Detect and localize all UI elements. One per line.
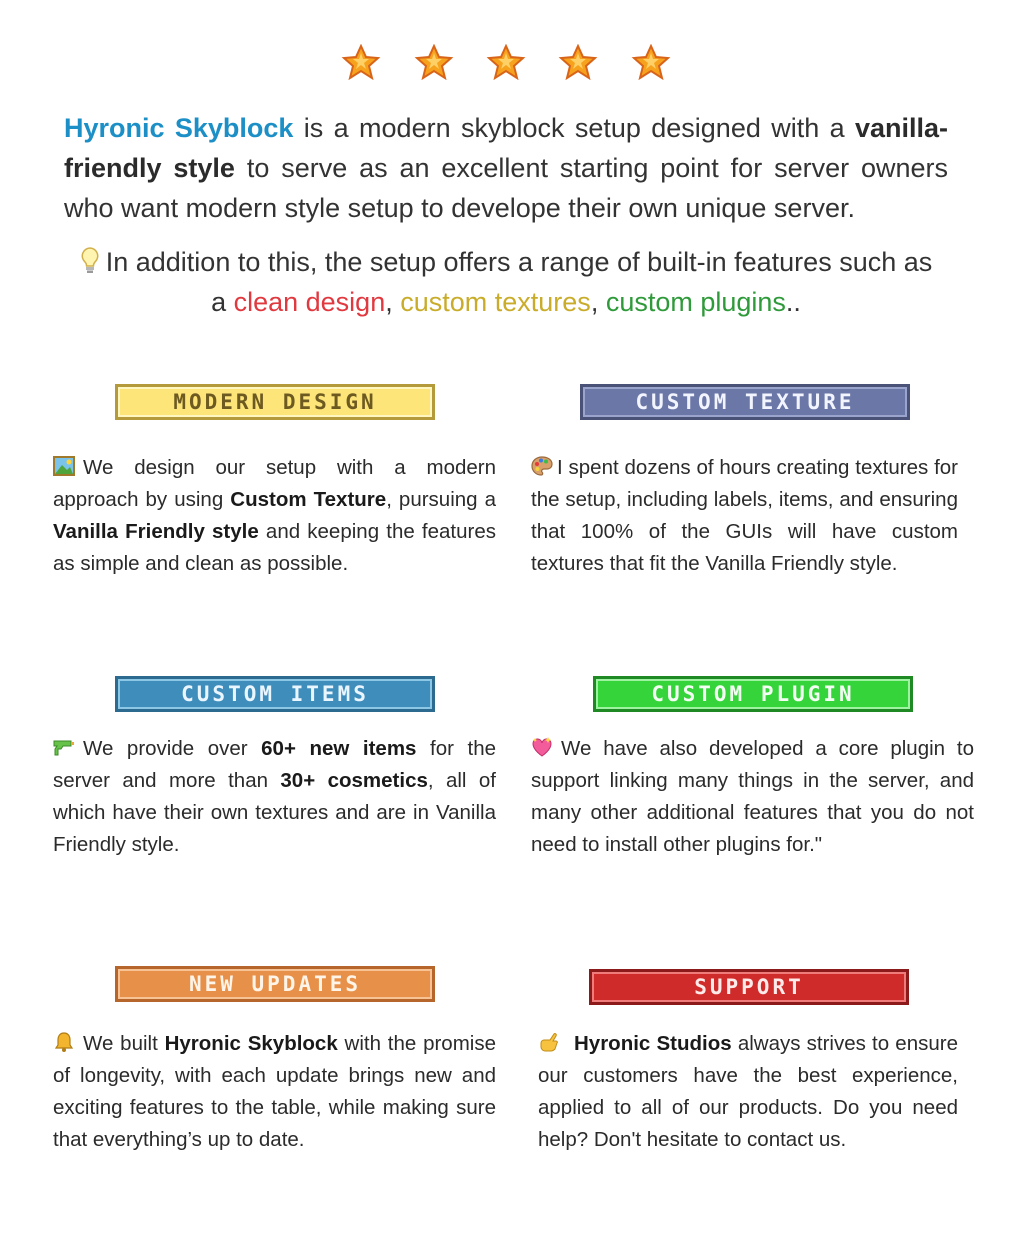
- badge-custom-texture: CUSTOM TEXTURE: [580, 384, 910, 420]
- star-icon: [631, 44, 671, 80]
- support-text: Hyronic Studios always strives to ensure our customers have the best experience, applied to all of our products. Do you need help? Don't hesitate to contact us.: [538, 1032, 958, 1151]
- brand-name: Hyronic Skyblock: [64, 113, 294, 143]
- bell-icon: [53, 1031, 75, 1053]
- intro-paragraph: Hyronic Skyblock is a modern skyblock setup designed with a vanilla-friendly style to serve as an excellent starting point for server owners who want modern style setup to develope their own unique server.: [64, 113, 949, 223]
- badge-custom-plugin: CUSTOM PLUGIN: [593, 676, 913, 712]
- star-icon: [414, 44, 454, 80]
- badge-custom-items: CUSTOM ITEMS: [115, 676, 435, 712]
- palette-icon: [531, 455, 553, 477]
- sparkling-heart-icon: [531, 736, 553, 758]
- custom-items-text: We provide over 60+ new items for the server and more than 30+ cosmetics, all of which have their own textures and are in Vanilla Friendly style.: [53, 737, 496, 856]
- star-icon: [486, 44, 526, 80]
- star-icon: [341, 44, 381, 80]
- custom-plugin-text: We have also developed a core plugin to support linking many things in the server, and many other additional features that you do not need to install other plugins for.": [531, 737, 974, 856]
- features-paragraph: In addition to this, the setup offers a range of built-in features such as a clean design, custom textures, custom plugins..: [74, 242, 938, 322]
- badge-new-updates: NEW UPDATES: [115, 966, 435, 1002]
- picture-icon: [53, 455, 75, 477]
- new-updates-text: We built Hyronic Skyblock with the promise of longevity, with each update brings new and exciting features to the table, while making sure that everything’s up to date.: [53, 1032, 496, 1151]
- badge-modern-design: MODERN DESIGN: [115, 384, 435, 420]
- modern-design-text: We design our setup with a modern approach by using Custom Texture, pursuing a Vanilla Friendly style and keeping the features as simple and clean as possible.: [53, 456, 497, 575]
- lightbulb-icon: [80, 247, 100, 275]
- custom-texture-text: I spent dozens of hours creating textures for the setup, including labels, items, and ensuring that 100% of the GUIs will have custom textures that fit the Vanilla Friendly style.: [531, 456, 958, 575]
- badge-support: SUPPORT: [589, 969, 909, 1005]
- water-gun-icon: [53, 736, 75, 758]
- call-me-hand-icon: [538, 1031, 560, 1053]
- star-icon: [558, 44, 598, 80]
- rating-stars: [0, 44, 1012, 85]
